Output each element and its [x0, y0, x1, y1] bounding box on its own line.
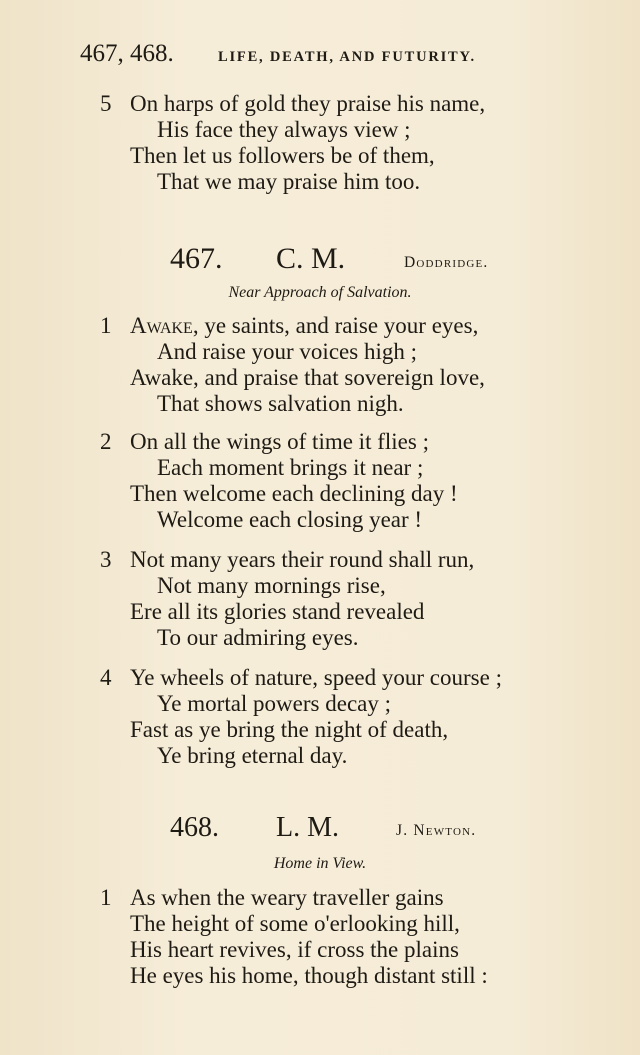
verse-line: As when the weary traveller gains: [130, 885, 444, 910]
hymn-468-subtitle: Home in View.: [273, 855, 367, 872]
hymn-467-heading: [170, 242, 570, 276]
verse-line: Fast as ye bring the night of death,: [130, 717, 449, 742]
verse-line: Welcome each closing year !: [157, 507, 423, 532]
stanza-number: 5: [100, 91, 112, 116]
verse-line: On harps of gold they praise his name,: [130, 91, 486, 116]
verse-line: That shows salvation nigh.: [157, 391, 404, 416]
verse-line: Ye mortal powers decay ;: [157, 691, 391, 716]
verse-line: He eyes his home, though distant still :: [130, 963, 488, 988]
verse-line: ye saints, and raise your eyes,: [198, 313, 479, 338]
hymn-author: Doddridge.: [404, 254, 489, 271]
hymn-meter: C. M.: [276, 242, 346, 275]
hymn-468-stanza-1: [100, 885, 570, 989]
verse-line: Ye wheels of nature, speed your course ;: [130, 665, 502, 690]
verse-line: Then let us followers be of them,: [130, 143, 435, 168]
hymn-467-stanza-3: [100, 547, 570, 651]
hymn-468-heading: [170, 812, 570, 846]
header-title: LIFE, DEATH, AND FUTURITY.: [218, 49, 476, 65]
stanza-number: 3: [100, 547, 112, 572]
header-page-numbers: 467, 468.: [80, 40, 174, 67]
verse-line: His face they always view ;: [157, 117, 411, 142]
stanza-number: 1: [100, 313, 112, 338]
hymn-meter: L. M.: [276, 812, 339, 843]
verse-line: On all the wings of time it flies ;: [130, 429, 429, 454]
stanza-number: 4: [100, 665, 112, 690]
hymn-467-stanza-2: [100, 429, 570, 533]
verse-line: And raise your voices high ;: [157, 339, 417, 364]
first-word: Awake,: [130, 313, 199, 338]
verse-line: Then welcome each declining day !: [130, 481, 458, 506]
hymn-number: 468.: [170, 812, 219, 843]
verse-line: Each moment brings it near ;: [157, 455, 424, 480]
verse-line: Ye bring eternal day.: [157, 743, 348, 768]
hymn-467-stanza-4: [100, 665, 570, 769]
hymn-467-stanza-1: [100, 313, 570, 417]
verse-line: Not many years their round shall run,: [130, 547, 475, 572]
stanza-5-continued: [100, 91, 570, 195]
verse-line: Ere all its glories stand revealed: [130, 599, 425, 624]
verse-line: His heart revives, if cross the plains: [130, 937, 459, 962]
hymn-number: 467.: [170, 242, 223, 275]
hymn-467-subtitle: Near Approach of Salvation.: [228, 284, 412, 301]
stanza-number: 2: [100, 429, 112, 454]
stanza-number: 1: [100, 885, 112, 910]
verse-line: To our admiring eyes.: [157, 625, 359, 650]
hymn-author: J. Newton.: [396, 822, 477, 839]
verse-line: That we may praise him too.: [157, 169, 421, 194]
running-header: [80, 40, 550, 74]
verse-line: The height of some o'erlooking hill,: [130, 911, 460, 936]
verse-line: Not many mornings rise,: [157, 573, 386, 598]
verse-line: Awake, and praise that sovereign love,: [130, 365, 485, 390]
